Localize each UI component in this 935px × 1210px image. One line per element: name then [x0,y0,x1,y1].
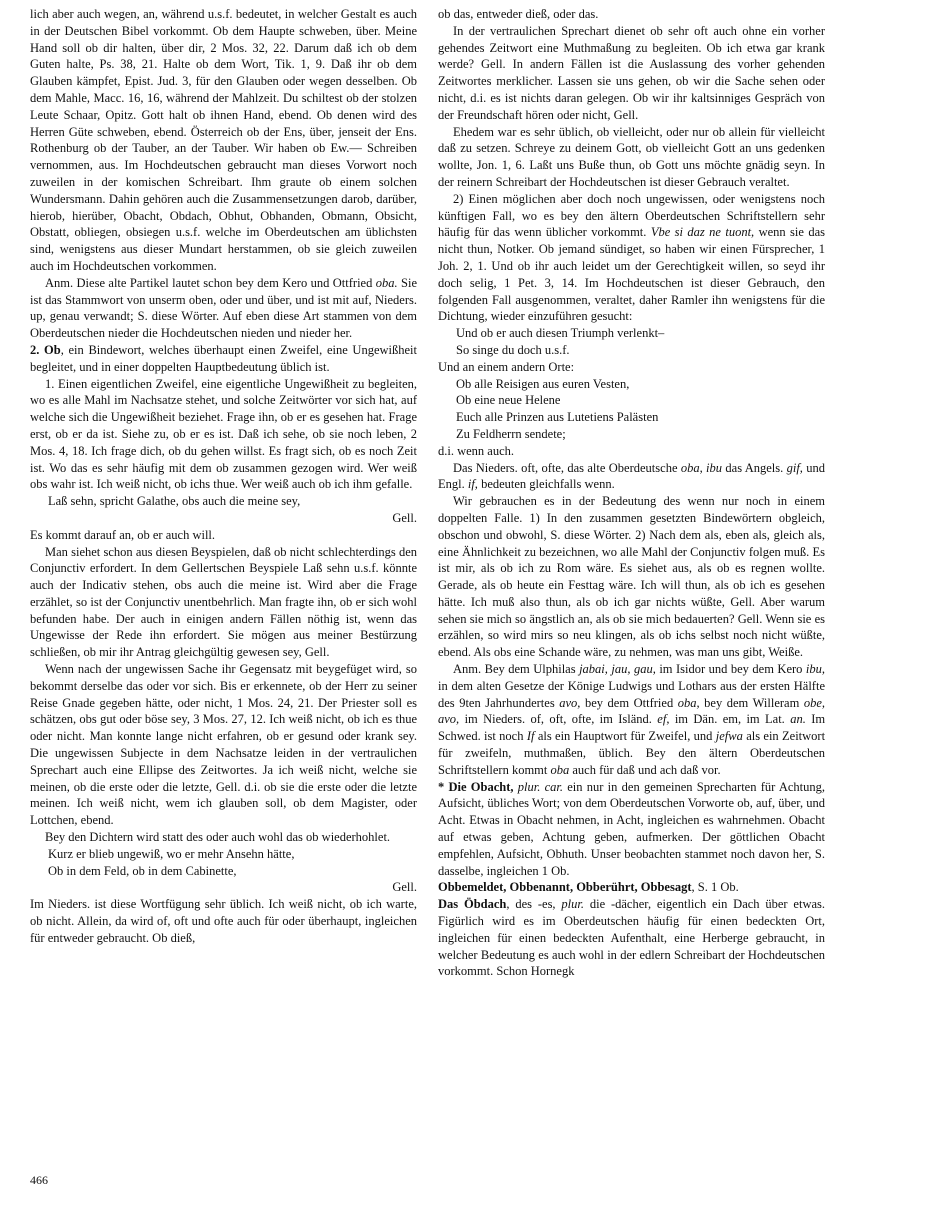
headword: Das Öbdach [438,897,507,912]
entry-heading: 2. Ob, ein Bindewort, welches überhaupt einen Zweifel, eine Ungewißheit begleitet, und in einer doppelten Hauptbedeutung üblich ist. [30,342,417,374]
entry-text: Wenn nach der ungewissen Sache ihr Gegensatz mit beygefüget wird, so bekommt derselbe das oder vor sich. Bis er erkennete, ob der Herr zu seiner Reise Gnade gegeben hätte, oder nicht, 1 Mos. 24, 21. Der Priester soll es schätzen, obs gut oder böse sey, 3 Mos. 27, 12. Ich weiß nicht, ob ich es thue oder nicht. Man konnte lange nicht erfahren, ob er gesund oder krank sey. Die ungewissen Subjecte in dem Nachsatze leiden in der vertraulichen Sprechart auch eine Ellipse des Zeitwortes. Ja ich weiß nicht, welche sie meinen, ob die erste oder die letzte, Gell. d.i. ob sie die erste oder die letzte meinen. Ich weiß nicht, wem ich glauben soll, ob dem Magister, oder Lottchen, ebend. [30,662,417,828]
verse-line: Ob in dem Feld, ob in dem Cabinette, [48,863,237,878]
entry-text: Man siehet schon aus diesen Beyspielen, daß ob nicht schlechterdings den Conjunctiv erfordert. In dem Gellertschen Beyspiele Laß sehn u.s.f. könnte auch der Indicativ stehen, obs auch die meine ist. Wird aber die Frage erzählet, so ist der Conjunctiv unentbehrlich. Man fragte ihn, ob er sich wohl befunden habe. Der auch in einigen andern Fällen nöthig ist, wenn das Ungewisse der Rede ihn erfordert. Sie mögen aus meiner Bestürzung schließen, ob mir ihr Antrag gleichgültig gewesen sey, Gell. [30,544,417,660]
entry-text: Und an einem andern Orte: [438,359,575,374]
verse-line: So singe du doch u.s.f. [456,342,570,357]
verse-line: Laß sehn, spricht Galathe, obs auch die meine sey, [48,494,301,509]
headword: * Die Obacht, [438,779,514,794]
verse-line: Ob alle Reisigen aus euren Vesten, [456,376,630,391]
entry-text: ob das, entweder dieß, oder das. [438,7,599,21]
entry-obacht: * Die Obacht, plur. car. ein nur in den gemeinen Sprecharten für Achtung, Aufsicht, übliches Wort; von dem Oberdeutschen Vorworte ob, auf, über, und Acht. Etwas in Obacht nehmen, in Acht, ingleichen es wahrnehmen. Obacht auf etwas geben, Achtung geben, aufmerken. Der göttlichen Obacht empfehlen, Aufsicht, Obhuth. Unser beobachten stammet noch davon her, S. dasselbe, ingleichen 1 Ob. [438,779,826,878]
headword: 2. Ob [30,342,61,357]
entry-text: Wir gebrauchen es in der Bedeutung des wenn nur noch in einem doppelten Falle. 1) In den zusammen gesetzten Bindewörtern obgleich, obschon und obwohl, S. diese Wörter. 2) Nach dem als, eben als, gleich als, eine Ähnlichkeit zu bezeichnen, wo alle Mahl der Conjunctiv folgen muß. Es ist mir, als ob ich zu Rom wäre. Es siehet aus, als ob es regnen wollte. Gerade, als ob heute ein Festtag wäre. Ich will thun, als ob ich es gesehen hätte. Ich muß also thun, als ob ich gar nichts wüßte, Gell. Aber warum sehen sie mich so ängstlich an, als ob sie mich bedauerten? Gell. Wenn sie es erzählen, so wird mirs so neu klingen, als ob ichs selbst noch nicht wüßte, ebend. Als obs eine Schande wäre, zu nehmen, was man uns gibt, Weiße. [438,494,825,660]
entry-text: Im Nieders. ist diese Wortfügung sehr üblich. Ich weiß nicht, ob ich warte, ob nicht. Allein, da wird of, oft und ofte auch für oder überhaupt, ingleichen für entweder gebraucht. Ob dieß, [30,897,417,945]
entry-text: Es kommt darauf an, ob er auch will. [30,527,216,542]
headword: Obbemeldet, Obbenannt, Obberührt, Obbesagt [438,880,692,895]
verse-line: Kurz er blieb ungewiß, wo er mehr Ansehn hätte, [48,846,295,861]
entry-obdach: Das Öbdach, des -es, plur. die -dächer, eigentlich ein Dach über etwas. Figürlich wird es im Oberdeutschen häufig für einen bedeckten Ort, ingleichen für einen bedeckten Aufenthalt, eine Herberge gebraucht, in welcher Bedeutung es auch wohl in der edlern Schreibart der Hochdeutschen vorkommt. Schon Hornegk [438,897,826,979]
entry-text: 1. Einen eigentlichen Zweifel, eine eigentliche Ungewißheit zu begleiten, wo es alle Mahl im Nachsatze stehet, und solche Zeitwörter vor sich hat, auf welche sich die Ungewißheit beziehet. Frage ihn, ob er es gesehen hat. Frage erst, ob er da ist. Siehe zu, ob er es ist. Daß ich sehe, ob sie noch leben, 2 Mos. 4, 18. Ich frage dich, ob du gehen willst. Es fragt sich, ob es noch Zeit ist. Wo das es sehr häufig mit dem ob zusammen gezogen wird. Wer weiß obs wahr ist. Ich weiß nicht, ob ichs thue. Wer weiß auch ob ich ihm gefalle. [30,376,417,492]
annotation: Anm. Diese alte Partikel lautet schon bey dem Kero und Ottfried oba. Sie ist das Stammwort von unserm oben, oder und über, und ist mit auf, Nieders. up, genau verwandt; S. diese Wörter. Auf eben diese Art stammen von dem Oberdeutschen nieder die Hochdeutschen nieden und nieder her. [30,275,418,341]
citation: Gell. [392,880,417,895]
entry-text: In der vertraulichen Sprechart dienet ob sehr oft auch ohne ein vorher gehendes Zeitwort eine Muthmaßung zu begleiten. Ob ich etwa gar krank werde? Gell. In andern Fällen ist die Auslassung des vorher gehenden Zeitwortes merklicher. Lassen sie uns gehen, ob wir die Sache sehen oder nicht, d.i. es ist nichts daran gelegen. Ob wir ihr kaltsinniges Gespräch von der Freundschaft hören oder nicht, Gell. [438,23,825,122]
entry-text: 2) Einen möglichen aber doch noch ungewissen, oder wenigstens noch künftigen Fall, wo es bey den ältern Oberdeutschen Schriftstellern sehr häufig für das wenn üblicher vorkommt. Vbe si daz ne tuont, wenn sie das nicht thun, Notker. Ob jemand sündiget, so haben wir einen Fürsprecher, 1 Joh. 2, 1. Und ob ihr auch leidet um der Gerechtigkeit willen, so seyd ihr doch selig, 1 Pet. 3, 14. Im Hochdeutschen ist dieser Gebrauch, den folgenden Fall ausgenommen, veraltet, daher Ramler ihn wenigstens für die Dichtung, wieder einzuführen gesucht: [438,191,825,324]
verse-line: Zu Feldherrn sendete; [456,426,566,441]
entry-text: lich aber auch wegen, an, während u.s.f. bedeutet, in welcher Gestalt es auch in der Deutschen Bibel vorkommt. Ob dem Haupte schweben, über. Meine Hand soll ob dir halten, über dir, 2 Mos. 32, 22. Darum daß ich ob dem Guten halte, Ps. 38, 21. Halte ob dem Wort, Tik. 1, 9. Daß ihr ob dem Glauben kämpfet, Epist. Jud. 3, für den Glauben oder wegen desselben. Ob dem Mahle, Macc. 16, 16, während der Mahlzeit. Du schiltest ob der stolzen Leute Schaar, Opitz. Gott halt ob ihnen Hand, ebend. Ob denen wird des Herren Güte schweben, ebend. Österreich ob der Ens, über, jenseit der Ens. Rothenburg ob der Tauber, an der Tauber. Wir haben ob Ew.— Schreiben vernommen, aus. Im Hochdeutschen gebraucht man dieses Vorwort noch zuweilen in der komischen Schreibart. Ihm graute ob einem solchen Wundersmann. Dahin gehören auch die Zusammensetzungen darob, darüber, hierob, hierüber, Obacht, Obdach, Obhut, Obhanden, Obmann, Obsicht, Obstatt, obliegen, obsiegen u.s.f. welche im Oberdeutschen am üblichsten sind, wenigstens aus dieser Mundart herstammen, ob sie gleich zuweilen auch im Hochdeutschen vorkommen. [30,7,417,273]
left-column [30,6,417,947]
entry-text: Das Nieders. oft, ofte, das alte Oberdeutsche oba, ibu das Angels. gif, und Engl. if, bedeuten gleichfalls wenn. [438,460,826,492]
annotation: Anm. Bey dem Ulphilas jabai, jau, gau, im Isidor und bey dem Kero ibu, in dem alten Gesetze der Könige Ludwigs und Lothars aus der ersten Hälfte des 9ten Jahrhundertes avo, bey dem Ottfried oba, bey dem Willeram obe, avo, im Nieders. of, oft, ofte, im Isländ. ef, im Dän. em, im Lat. an. Im Schwed. ist noch If als ein Hauptwort für Zweifel, und jefwa als ein Zeitwort für zweifeln, muthmaßen, üblich. Bey den ältern Oberdeutschen Schriftstellern kommt oba auch für daß und ach daß vor. [438,662,826,777]
verse-line: Und ob er auch diesen Triumph verlenkt– [456,326,665,341]
entry-text: Bey den Dichtern wird statt des oder auch wohl das ob wiederhohlet. [45,830,391,845]
page-number: 466 [30,1173,48,1187]
verse-line: Ob eine neue Helene [456,393,561,408]
entry-text: Ehedem war es sehr üblich, ob vielleicht, oder nur ob allein für vielleicht daß zu setzen. Schreye zu deinem Gott, ob vielleicht Gott an uns gedenken wollte, Jon. 1, 6. Laßt uns Buße thun, ob Gott uns möchte gnädig seyn. In der reinern Schreibart der Hochdeutschen ist dieser Gebrauch veraltet. [438,124,825,189]
entry-text: d.i. wenn auch. [438,443,515,458]
verse-line: Euch alle Prinzen aus Lutetiens Palästen [456,410,659,425]
right-column [438,6,825,980]
entry-obbemeldet: Obbemeldet, Obbenannt, Obberührt, Obbesagt, S. 1 Ob. [438,880,739,895]
citation: Gell. [392,510,417,525]
